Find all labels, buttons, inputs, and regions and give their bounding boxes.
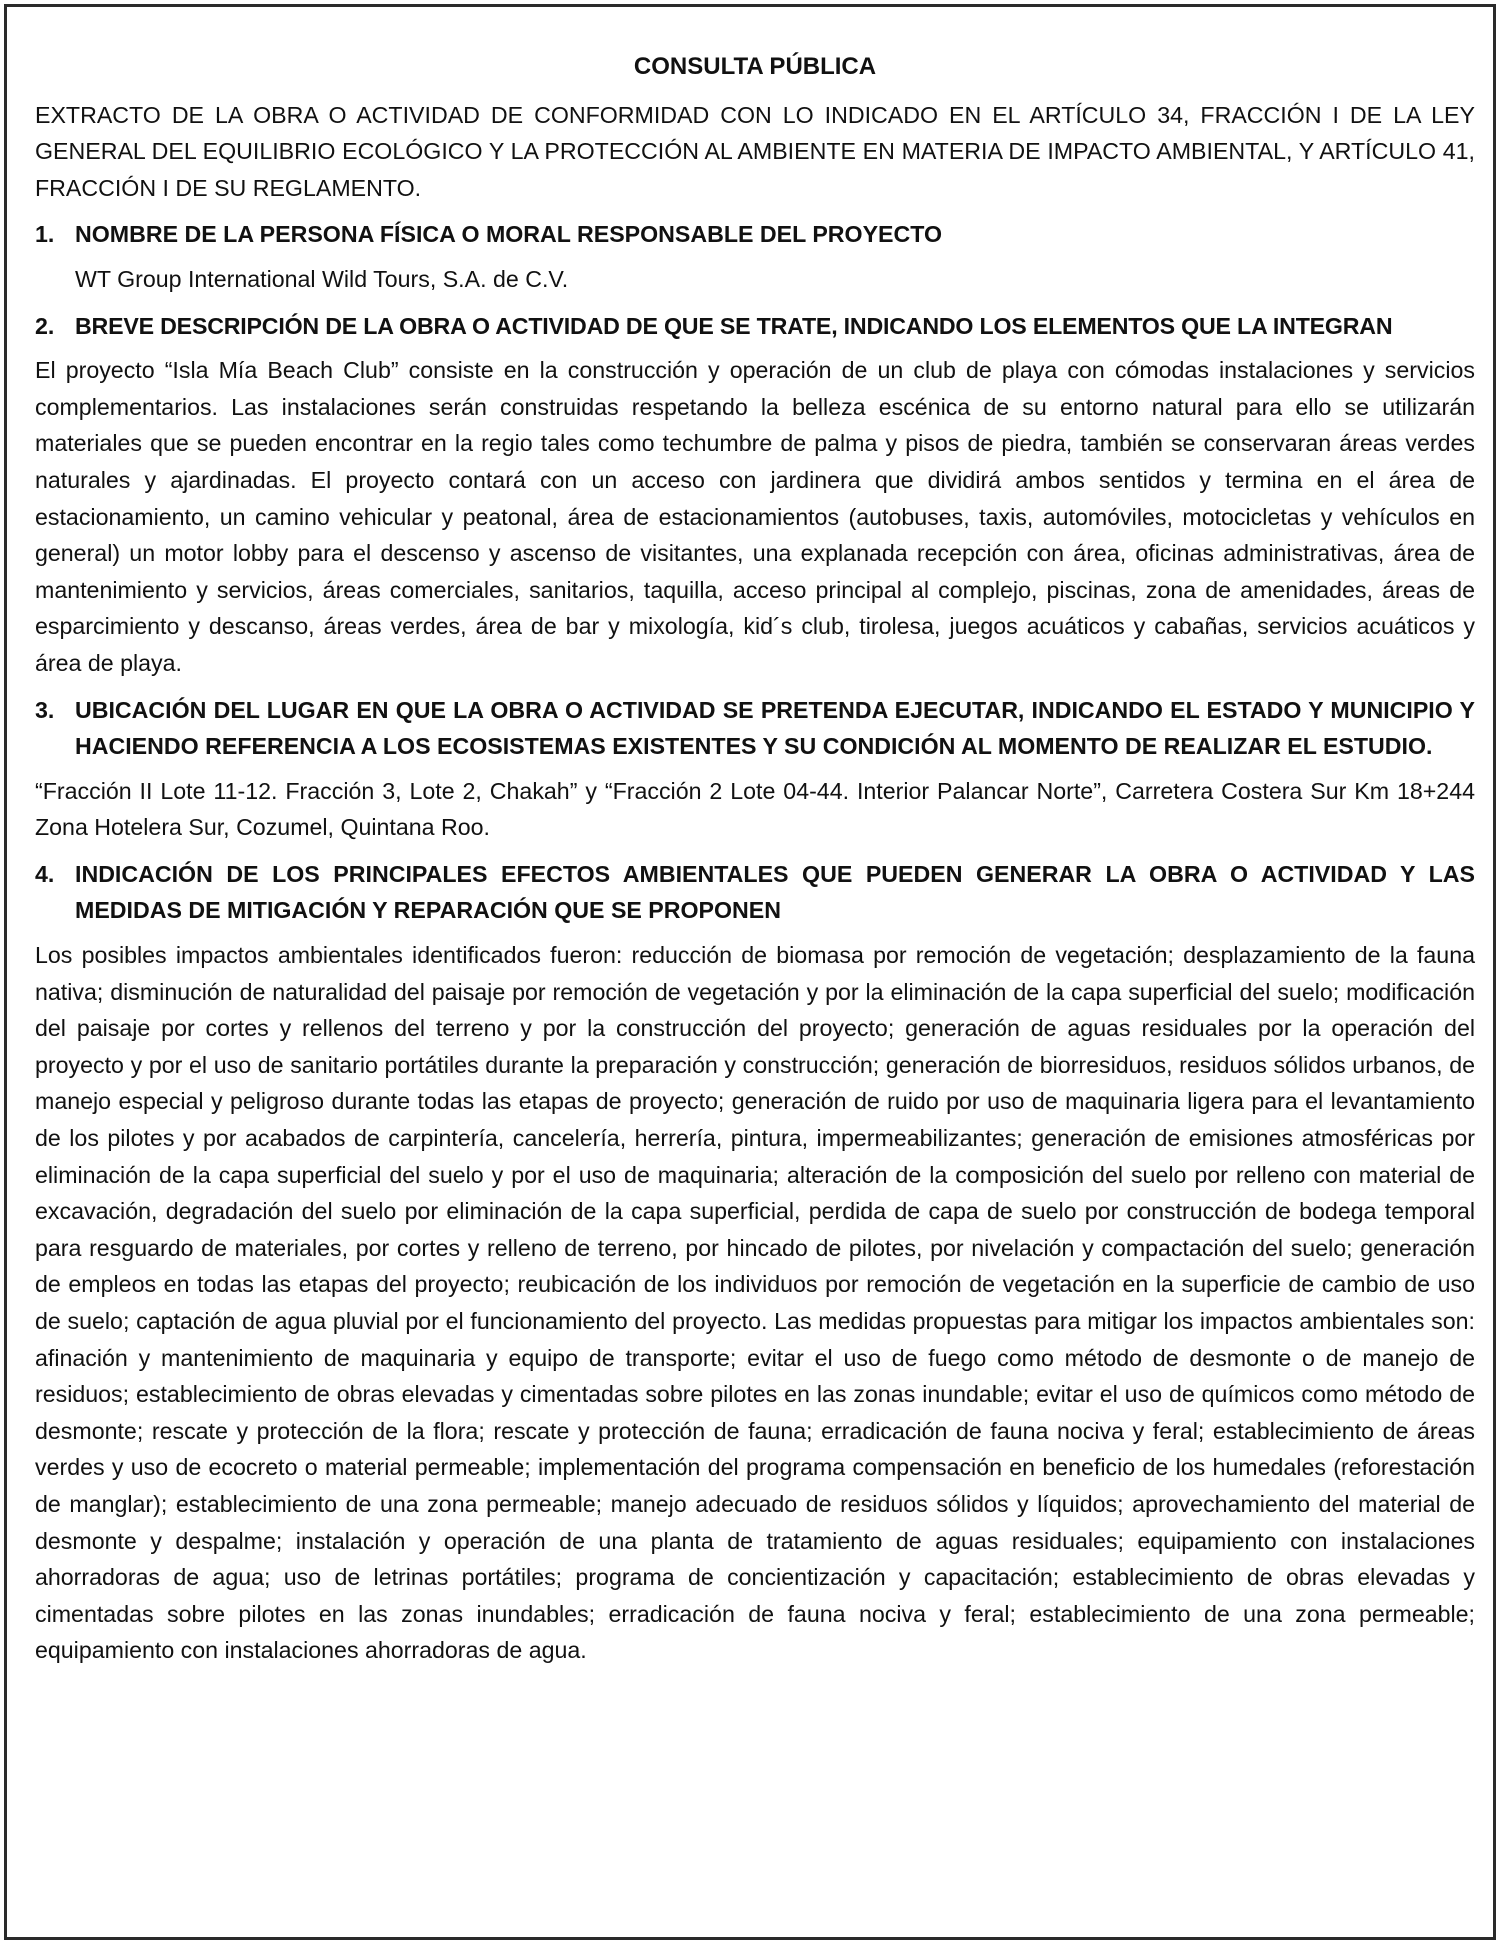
section-title: NOMBRE DE LA PERSONA FÍSICA O MORAL RESPONSABLE DEL PROYECTO	[75, 221, 943, 248]
section-number: 4.	[35, 860, 55, 887]
document-border	[4, 4, 1496, 1940]
document-title: CONSULTA PÚBLICA	[633, 53, 877, 80]
section-1-heading	[35, 216, 1475, 253]
section-3-body: “Fracción II Lote 11-12. Fracción 3, Lote 2, Chakah” y “Fracción 2 Lote 04-44. Interior Palancar Norte”, Carretera Costera Sur Km 18+244 Zona Hotelera Sur, Cozumel, Quintana Roo.	[35, 777, 1475, 841]
section-1-body: WT Group International Wild Tours, S.A. de C.V.	[75, 265, 569, 292]
document-content	[35, 49, 1475, 1679]
section-title: BREVE DESCRIPCIÓN DE LA OBRA O ACTIVIDAD DE QUE SE TRATE, INDICANDO LOS ELEMENTOS QUE LA INTEGRAN	[75, 312, 1393, 339]
section-2-heading	[35, 308, 1475, 345]
section-title: UBICACIÓN DEL LUGAR EN QUE LA OBRA O ACTIVIDAD SE PRETENDA EJECUTAR, INDICANDO EL ESTADO Y MUNICIPIO Y HACIENDO REFERENCIA A LOS ECOSISTEMAS EXISTENTES Y SU CONDICIÓN AL MOMENTO DE REALIZAR EL ESTUDIO.	[75, 696, 1475, 760]
section-number: 1.	[35, 221, 55, 248]
section-title: INDICACIÓN DE LOS PRINCIPALES EFECTOS AMBIENTALES QUE PUEDEN GENERAR LA OBRA O ACTIVIDAD Y LAS MEDIDAS DE MITIGACIÓN Y REPARACIÓN QUE SE PROPONEN	[75, 860, 1475, 924]
section-4-heading	[35, 856, 1475, 929]
section-3-heading	[35, 692, 1475, 765]
intro-paragraph: EXTRACTO DE LA OBRA O ACTIVIDAD DE CONFORMIDAD CON LO INDICADO EN EL ARTÍCULO 34, FRACCIÓN I DE LA LEY GENERAL DEL EQUILIBRIO ECOLÓGICO Y LA PROTECCIÓN AL AMBIENTE EN MATERIA DE IMPACTO AMBIENTAL, Y ARTÍCULO 41, FRACCIÓN I DE SU REGLAMENTO.	[35, 101, 1475, 201]
section-4-body: Los posibles impactos ambientales identificados fueron: reducción de biomasa por remoción de vegetación; desplazamiento de la fauna nativa; disminución de naturalidad del paisaje por remoción de vegetación y por la eliminación de la capa superficial del suelo; modificación del paisaje por cortes y rellenos del terreno y por la construcción del proyecto; generación de aguas residuales por la operación del proyecto y por el uso de sanitario portátiles durante la preparación y construcción; generación de biorresiduos, residuos sólidos urbanos, de manejo especial y peligroso durante todas las etapas de proyecto; generación de ruido por uso de maquinaria ligera para el levantamiento de los pilotes y por acabados de carpintería, cancelería, herrería, pintura, impermeabilizantes; generación de emisiones atmosféricas por eliminación de la capa superficial del suelo y por el uso de maquinaria; alteración de la composición del suelo por relleno con material de excavación, degradación del suelo por eliminación de la capa superficial, perdida de capa de suelo por construcción de bodega temporal para resguardo de materiales, por cortes y relleno de terreno, por hincado de pilotes, por nivelación y compactación del suelo; generación de empleos en todas las etapas del proyecto; reubicación de los individuos por remoción de vegetación en la superficie de cambio de uso de suelo; captación de agua pluvial por el funcionamiento del proyecto. Las medidas propuestas para mitigar los impactos ambientales son: afinación y mantenimiento de maquinaria y equipo de transporte; evitar el uso de fuego como método de desmonte o de manejo de residuos; establecimiento de obras elevadas y cimentadas sobre pilotes en las zonas inundable; evitar el uso de químicos como método de desmonte; rescate y protección de la flora; rescate y protección de fauna; erradicación de fauna nociva y feral; establecimiento de áreas verdes y uso de ecocreto o material permeable; implementación del programa compensación en beneficio de los humedales (reforestación de manglar); establecimiento de una zona permeable; manejo adecuado de residuos sólidos y líquidos; aprovechamiento del material de desmonte y despalme; instalación y operación de una planta de tratamiento de aguas residuales; equipamiento con instalaciones ahorradoras de agua; uso de letrinas portátiles; programa de concientización y capacitación; establecimiento de obras elevadas y cimentadas sobre pilotes en las zonas inundables; erradicación de fauna nociva y feral; establecimiento de una zona permeable; equipamiento con instalaciones ahorradoras de agua.	[35, 942, 1475, 1664]
section-number: 3.	[35, 696, 55, 723]
section-2-body: El proyecto “Isla Mía Beach Club” consiste en la construcción y operación de un club de playa con cómodas instalaciones y servicios complementarios. Las instalaciones serán construidas respetando la belleza escénica de su entorno natural para ello se utilizarán materiales que se pueden encontrar en la regio tales como techumbre de palma y pisos de piedra, también se conservaran áreas verdes naturales y ajardinadas. El proyecto contará con un acceso con jardinera que dividirá ambos sentidos y termina en el área de estacionamiento, un camino vehicular y peatonal, área de estacionamientos (autobuses, taxis, automóviles, motocicletas y vehículos en general) un motor lobby para el descenso y ascenso de visitantes, una explanada recepción con área, oficinas administrativas, área de mantenimiento y servicios, áreas comerciales, sanitarios, taquilla, acceso principal al complejo, piscinas, zona de amenidades, áreas de esparcimiento y descanso, áreas verdes, área de bar y mixología, kid´s club, tirolesa, juegos acuáticos y cabañas, servicios acuáticos y área de playa.	[35, 357, 1475, 676]
section-number: 2.	[35, 312, 55, 339]
